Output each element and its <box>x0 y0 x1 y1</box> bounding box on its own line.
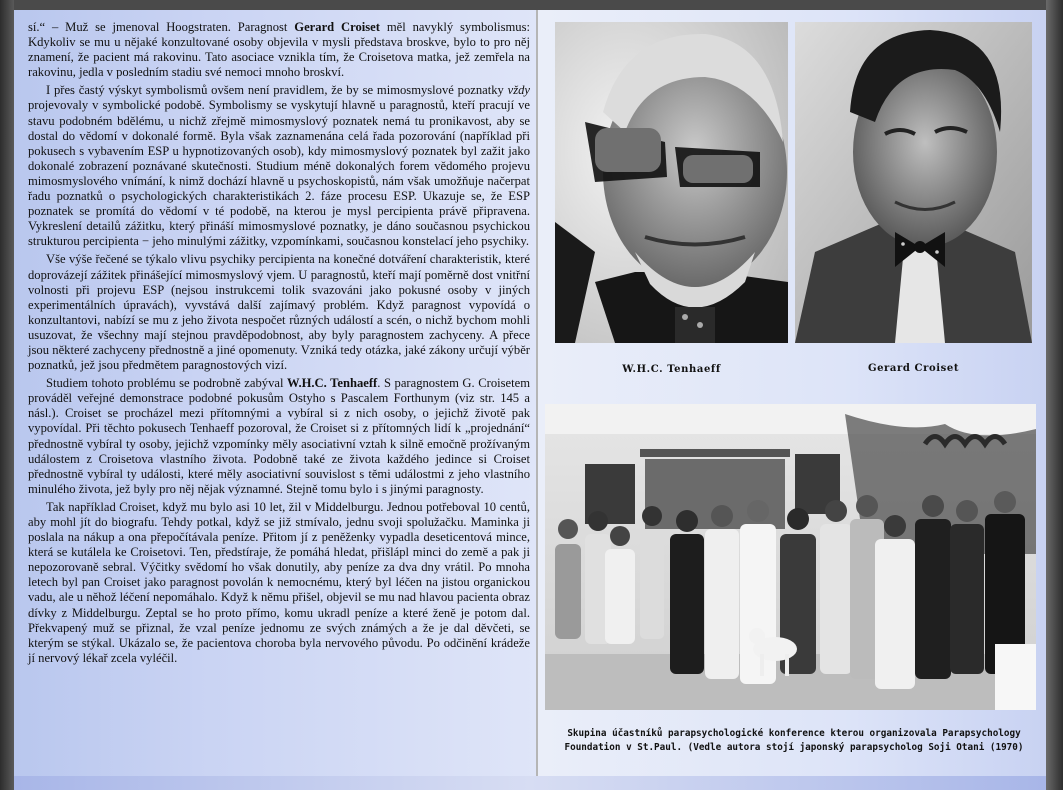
paragraph-text: Tak například Croiset, když mu bylo asi 10 let, žil v Middelburgu. Jednou potřeboval 10 centů, aby mohl jít do biografu. Tehdy potkal, když se již stmívalo, jednu svoji spolužačku. Maminka ji poslala na nákup a ona přepočítávala peníze. Přitom jí z peněženky vypadla deseticentová mince, která se kutálela ke Croisetovi. Ten, předstíraje, že pomáhá hledat, přišlápl minci do země a pak ji nepozorovaně sebral. Výčitky svědomí ho však donutily, aby peníze za dva dny vrátil. Po mnoha letech byl pan Croiset jako paragnost povolán k nemocnému, který byl léčen na jistou organickou vadu, ale u něhož léčení nepomáhalo. Když k němu přišel, objevil se mu nad hlavou pacienta obraz dívky z Middelburgu. Zeptal se ho proto přímo, komu ukradl peníze a které ženě je potom dal. Překvapený muž se přiznal, že vzal peníze jednomu ze svých známých a že je dal děvčeti, se kterým se stýkal. Ukázalo se, že pacientova choroba byla nervového původu. Po odčinění krádeže jí nervový lékař zcela vyléčil. <box>28 499 530 665</box>
emphasis-text: vždy <box>507 83 530 98</box>
group-photo <box>545 404 1036 710</box>
caption-croiset: Gerard Croiset <box>867 363 960 374</box>
book-edge-left <box>0 0 14 790</box>
group-photo-image <box>545 404 1036 710</box>
group-photo-caption: Skupina účastníků parapsychologické konference kterou organizovala Parapsychology Foundation v St.Paul. (Vedle autora stojí japonský parapsycholog Soji Otani (1970) <box>564 728 1024 753</box>
portrait-croiset-image <box>795 22 1032 343</box>
paragraph-text: . S paragnostem G. Croisetem prováděl veřejné demonstrace podobné pokusům Ostyho s Pascalem Forthunym (viz str. 145 a násl.). Croiset se procházel mezi přítomnými a vybíral si z nich osoby, o jejichž životě pak vypovídal. Při těchto pokusech Tenhaeff pozoroval, že Croiset si z přítomných lidí k „projednání“ přednostně vybíral ty osoby, jejichž vzpomínky měly asociativní vztah k silně emočně prožívaným událostem z Croisetova vlastního života. Podobně také ze života každého jedince si Croiset přednostně vybíral ty události, které měly asociativní souvislost s těmi událostmi z jeho vlastního minulého života, jež byly pro něj nějak významné. Stejně tomu bylo i s jinými paragnosty. <box>28 376 530 496</box>
body-paragraph <box>28 252 530 373</box>
portrait-photo-tenhaeff <box>555 22 788 343</box>
body-paragraph <box>28 376 530 497</box>
page-bottom-edge <box>14 776 1046 790</box>
paragraph-text: sí.“ – Muž se jmenoval Hoogstraten. Paragnost <box>28 20 295 34</box>
portrait-tenhaeff-image <box>555 22 788 343</box>
paragraph-text: I přes častý výskyt symbolismů ovšem není pravidlem, že by se mimosmyslové poznatky <box>46 83 508 98</box>
body-paragraph <box>28 83 530 249</box>
caption-tenhaeff: W.H.C. Tenhaeff <box>622 364 721 375</box>
paragraph-text: Studiem tohoto problému se podrobně zabýval <box>46 376 288 391</box>
body-text-column <box>28 20 530 669</box>
body-paragraph <box>28 500 530 666</box>
bold-name: W.H.C. Tenhaeff <box>287 376 378 391</box>
paragraph-text: Vše výše řečené se týkalo vlivu psychiky percipienta na konečné dotváření charakteristik, které doprovázejí zážitek přinášející mimosmyslový vjem. U paragnostů, kteří mají poměrně dost vnitřní volnosti při projevu ESP (nejsou instrukcemi tolik svazováni jako pokusné osoby v jiných experimentálních úpravách), vyvstává další zajímavý problém. Když paragnost vypovídá o konzultantovi, nabízí se mu z jeho života nespočet různých událostí a scén, o nichž bychom mohli usuzovat, že všechny mají stejnou pravděpodobnost, aby byly paragnostem zachyceny. A přece jsou některé zachyceny přednostně a jiné opomenuty. Vzniká tedy otázka, jaké zákony určují výběr poznatků, jež jsou předmětem paragnostových vizí. <box>28 252 530 373</box>
bold-name: Gerard Croiset <box>294 20 380 34</box>
paragraph-text: měl navyklý symbolismus: Kdykoliv se mu u nějaké konzultované osoby objevila v mysli představa broskve, bylo to pro něj znamení, že pacient má rakovinu. Tato asociace vznikla tím, že Croisetova matka, jež zemřela na rakovinu, jedla v posledním stadiu své nemoci mnoho broskví. <box>28 20 530 80</box>
paragraph-text: projevovaly v symbolické podobě. Symbolismy se vyskytují hlavně u paragnostů, kteří pracují ve stavu podobném bdělému, u nichž zřejmě mimosmyslový poznatek nemá tu pronikavost, aby se dostal do vědomí v dokonalé formě. Byla však zaznamenána celá řada pozorování (například při pokusech s vybavením ESP u hypnotizovaných osob), kdy mimosmyslový poznatek byl zažit jako dokonalé zobrazení poznávané skutečnosti. Studium méně dokonalých forem vědomého projevu mimosmyslového vnímání, k nimž dochází hlavně u psychoskopistů, nám však umožňuje načerpat řadu poznatků o psychologických charakteristikách 2. fáze procesu ESP. Ukazuje se, že ESP poznatek se promítá do vědomí v té podobě, na kterou je mysl percipienta právě připravena. Vykreslení detailů zážitku, který přináší mimosmyslové poznatky, je dáno současnou psychickou strukturou percipienta − jeho minulými zážitky, vzpomínkami, současnou konstelací jeho psychiky. <box>28 98 530 249</box>
body-paragraph <box>28 20 530 80</box>
portrait-photo-croiset <box>795 22 1032 343</box>
book-edge-right <box>1046 0 1063 790</box>
